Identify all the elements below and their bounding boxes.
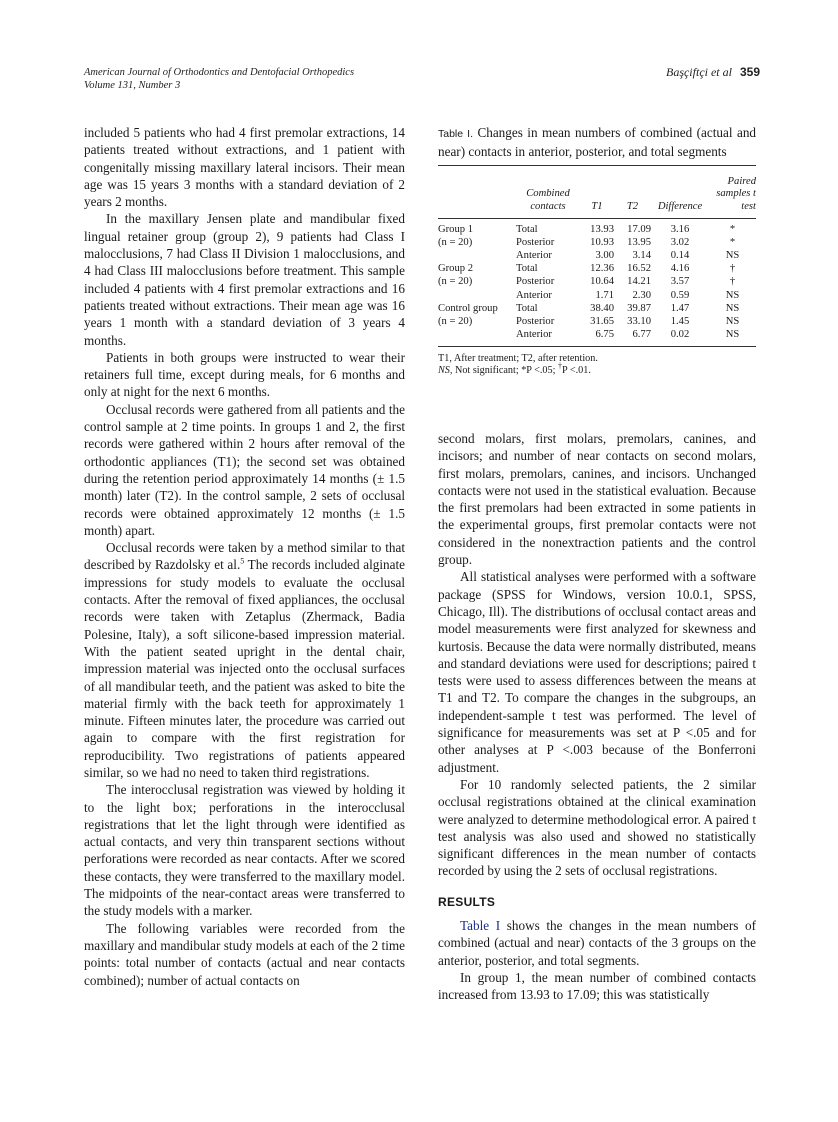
cell-t1: 3.00 (595, 250, 614, 262)
cell-t1: 1.71 (595, 289, 614, 301)
text-span: shows the changes in the mean numbers of combined (actual and near) contacts of the 3 groups on the anterior, posterior, and total segments. (438, 918, 756, 968)
table-row (438, 219, 756, 237)
paragraph: In group 1, the mean number of combined contacts increased from 13.93 to 17.09; this was statistically (438, 969, 756, 1003)
journal-volume: Volume 131, Number 3 (84, 80, 181, 91)
cell-segment: Anterior (516, 250, 552, 262)
results-table (438, 165, 756, 347)
cell-difference: 1.47 (670, 302, 690, 314)
cell-difference: 3.16 (670, 224, 690, 236)
cell-t2: 13.95 (627, 237, 651, 249)
cell-group: Control group (438, 302, 498, 314)
cell-t1: 6.75 (595, 328, 614, 340)
running-authors: Başçiftçi et al (665, 65, 732, 79)
table-header-row (438, 165, 756, 219)
section-heading-results: RESULTS (438, 894, 496, 909)
cell-t2: 3.14 (632, 250, 651, 262)
left-column (84, 124, 405, 989)
table-row (438, 262, 756, 275)
cell-segment: Posterior (516, 315, 555, 327)
cell-segment: Posterior (516, 237, 555, 249)
cell-significance: † (729, 263, 736, 275)
cell-significance: * (729, 237, 736, 249)
cell-group (438, 328, 516, 347)
paragraph: For 10 randomly selected patients, the 2 similar occlusal registrations obtained at the clinical examination were analyzed to determine methodological error. A paired t test analysis was also used and showed no statistically significant differences in the mean number of contacts recorded by using the 2 sets of occlusal registrations. (438, 776, 756, 879)
paragraph: included 5 patients who had 4 first premolar extractions, 14 patients treated without extractions, and 1 patient with congenitally missing maxillary lateral incisors. Their mean age was 15 years 3 months with a standard deviation of 2 years 2 months. (84, 125, 405, 210)
cell-difference: 4.16 (670, 263, 690, 275)
table-row (438, 236, 756, 249)
cell-t2: 17.09 (627, 224, 651, 236)
cell-difference: 0.14 (670, 250, 690, 262)
cell-group: Group 1 (438, 224, 474, 236)
col-header-combined: Combined contacts (526, 188, 570, 212)
page-number: 359 (739, 65, 760, 79)
paragraph-with-citation (84, 539, 405, 781)
p01-note: P <.01. (562, 365, 591, 377)
table-label: Table I. (438, 128, 473, 140)
cell-t2: 6.77 (632, 328, 651, 340)
table-row (438, 275, 756, 288)
cell-t1: 31.65 (590, 315, 614, 327)
cell-difference: 0.59 (670, 289, 690, 301)
cell-t2: 33.10 (627, 315, 651, 327)
paragraph: All statistical analyses were performed with a software package (SPSS for Windows, version 10.0.1, SPSS, Chicago, Ill). The distributions of occlusal contact areas and model measurements were first analyzed for skewness and kurtosis. Because the data were normally distributed, means and standard deviations were used for descriptions; paired t tests were used to assess differences between the means at T1 and T2. To compare the changes in the subgroups, an independent-sample t test was performed. The level of significance for measurements was set at P <.05 and for other analyses at P <.003 because of the Bonferroni adjustment. (438, 569, 756, 775)
col-header-group (438, 165, 516, 219)
cell-group: (n = 20) (438, 237, 473, 249)
cell-significance: NS (725, 302, 740, 314)
cell-t1: 10.64 (590, 276, 614, 288)
cell-t1: 12.36 (590, 263, 614, 275)
paragraph: The interocclusal registration was viewed by holding it to the light box; perforations in the interocclusal registrations that let the light through were identified as actual contacts, and very thin transparent sections without perforations were recorded as near contacts. After we scored these contacts, they were transferred to the maxillary model. The midpoints of the near-contact areas were transferred to the study models with a marker. (84, 782, 405, 919)
cell-t2: 14.21 (627, 276, 651, 288)
table-footnote-abbrev: T1, After treatment; T2, after retention. (438, 352, 598, 364)
cell-segment: Anterior (516, 328, 552, 340)
table-footnotes (438, 353, 756, 378)
cell-t1: 10.93 (590, 237, 614, 249)
cell-difference: 1.45 (670, 315, 690, 327)
col-header-t1: T1 (591, 200, 603, 212)
table-row (438, 315, 756, 328)
cell-segment: Anterior (516, 289, 552, 301)
col-header-difference: Difference (657, 200, 703, 212)
right-column (438, 430, 756, 1004)
cell-segment: Total (516, 263, 538, 275)
table-caption-text: Changes in mean numbers of combined (actual and near) contacts in anterior, posterior, and total segments (438, 125, 757, 160)
ns-abbrev: NS, (438, 365, 453, 377)
cell-difference: 3.02 (670, 237, 690, 249)
cell-significance: NS (725, 328, 740, 340)
text-span: Occlusal records were taken by a method similar to that described by Razdolsky et al. (84, 540, 405, 573)
running-header (84, 66, 760, 96)
ns-text: Not significant; (452, 365, 522, 377)
cell-significance: NS (725, 250, 740, 262)
cell-group (438, 289, 516, 302)
journal-info (84, 66, 354, 92)
cell-group: (n = 20) (438, 276, 473, 288)
table-row (438, 302, 756, 315)
table-1-link[interactable]: Table I (460, 918, 501, 934)
cell-t1: 38.40 (590, 302, 614, 314)
cell-t2: 2.30 (632, 289, 651, 301)
text-span: The records included alginate impressions for study models to evaluate the occlusal contacts. After the removal of fixed appliances, the occlusal records were taken with Zetaplus (Zhermack, Badia Polesine, Italy), a soft silicone-based impression material. With the patient seated upright in the dental chair, impression material was injected onto the occlusal surfaces of all mandibular teeth, and the patient was asked to bite the material firmly with the back teeth for approximately 1 minute. Fifteen minutes later, the procedure was carried out again to compare with the first registration for reproducibility. Two registrations of patients appeared similar, so we had no need to taken third registrations. (84, 557, 405, 780)
paragraph: Occlusal records were gathered from all patients and the control sample at 2 time points. In groups 1 and 2, the first records were gathered within 2 hours after removal of the orthodontic appliances (T1); the second set was obtained during the retention period approximately 14 months (± 1.5 month) later (T2). In the control sample, 2 sets of occlusal records were obtained approximately 12 months (± 1.5 month) apart. (84, 401, 405, 538)
cell-significance: † (729, 276, 736, 288)
cell-segment: Total (516, 224, 538, 236)
cell-t2: 16.52 (627, 263, 651, 275)
cell-group: (n = 20) (438, 315, 473, 327)
cell-significance: NS (725, 315, 740, 327)
page-info (666, 66, 760, 79)
dagger-mark: † (558, 362, 562, 372)
paragraph (438, 917, 756, 969)
cell-t1: 13.93 (590, 224, 614, 236)
paragraph: second molars, first molars, premolars, canines, and incisors; and number of near contacts on second molars, first molars, premolars, canines, and incisors. Unchanged contacts were not used in the statistical evaluation. Because the first premolars had been extracted in some patients in the experimental groups, first premolar contacts were not considered in the nonextraction patients and the control group. (438, 431, 756, 568)
cell-segment: Total (516, 302, 538, 314)
cell-group (438, 249, 516, 262)
table-1 (438, 124, 756, 378)
col-header-t2: T2 (626, 200, 639, 212)
p05-note: *P <.05; (521, 365, 558, 377)
table-row (438, 328, 756, 347)
paragraph: Patients in both groups were instructed to wear their retainers full time, except during meals, for 6 months and only at night for the next 6 months. (84, 349, 405, 400)
citation-link[interactable]: 5 (240, 557, 245, 567)
journal-title: American Journal of Orthodontics and Dentofacial Orthopedics (84, 67, 355, 78)
table-row (438, 249, 756, 262)
cell-difference: 3.57 (670, 276, 690, 288)
cell-significance: NS (725, 289, 740, 301)
cell-t2: 39.87 (627, 302, 651, 314)
cell-difference: 0.02 (670, 328, 690, 340)
cell-group: Group 2 (438, 263, 474, 275)
paragraph: In the maxillary Jensen plate and mandibular fixed lingual retainer group (group 2), 9 patients had Class I malocclusions, 7 had Class II Division 1 malocclusions, and 4 had Class III malocclusions before treatment. This sample included 4 patients with 4 first premolar extractions and 16 patients treated without extractions. Their mean age was 16 years 1 month with a standard deviation of 3 years 4 months. (84, 211, 405, 348)
table-caption (438, 124, 756, 161)
table-footnote-significance (438, 362, 756, 378)
cell-significance: * (729, 224, 736, 236)
cell-segment: Posterior (516, 276, 555, 288)
paragraph: The following variables were recorded from the maxillary and mandibular study models at each of the 2 time points: total number of contacts (actual and near contacts combined); number of actual contacts on (84, 920, 405, 988)
table-row (438, 289, 756, 302)
col-header-paired-test: Paired samples t test (716, 175, 756, 212)
